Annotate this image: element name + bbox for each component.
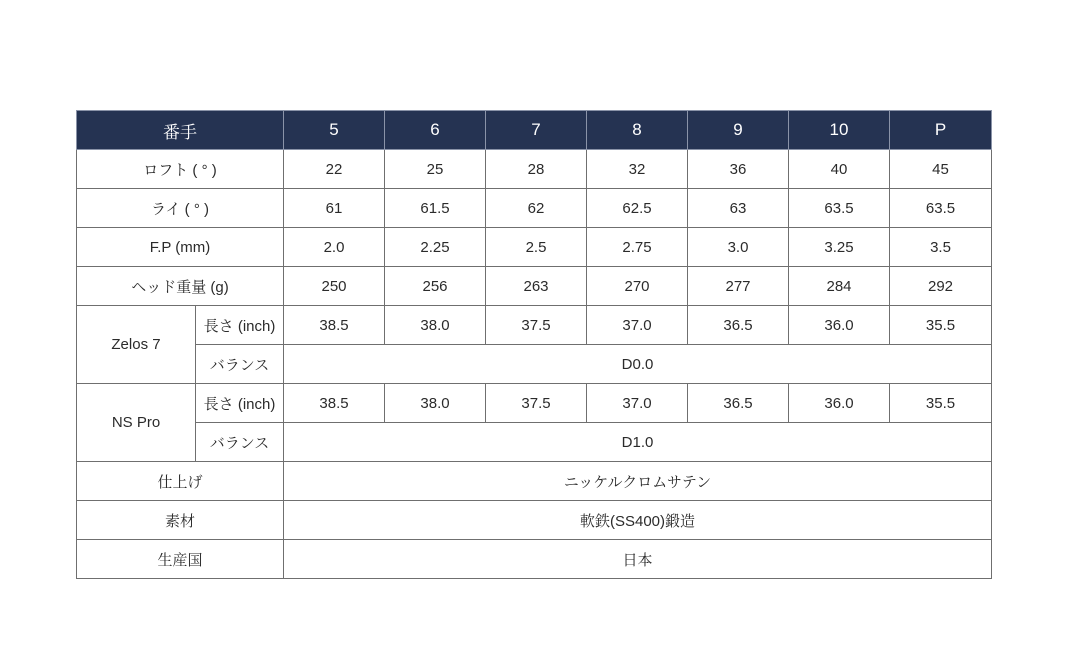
cell: 36.0 [789,306,890,345]
head-weight-row [77,267,992,306]
material-value: 軟鉄(SS400)鍛造 [284,501,992,540]
cell: 37.0 [587,306,688,345]
header-cell: P [890,111,992,150]
header-cell: 6 [385,111,486,150]
cell: 62.5 [587,189,688,228]
finish-row [77,462,992,501]
header-label: 番手 [77,111,284,150]
row-label: 生産国 [77,540,284,579]
cell: 62 [486,189,587,228]
balance-value: D0.0 [284,345,992,384]
material-row [77,501,992,540]
shaft-name: NS Pro [77,384,196,462]
row-sublabel: 長さ (inch) [196,306,284,345]
cell: 35.5 [890,306,992,345]
cell: 38.0 [385,306,486,345]
cell: 37.5 [486,384,587,423]
cell: 3.25 [789,228,890,267]
balance-value: D1.0 [284,423,992,462]
cell: 37.5 [486,306,587,345]
cell: 61 [284,189,385,228]
nspro-balance-row [77,423,992,462]
cell: 40 [789,150,890,189]
cell: 3.5 [890,228,992,267]
cell: 277 [688,267,789,306]
zelos-balance-row [77,345,992,384]
header-cell: 10 [789,111,890,150]
cell: 63.5 [789,189,890,228]
cell: 37.0 [587,384,688,423]
finish-value: ニッケルクロムサテン [284,462,992,501]
cell: 2.0 [284,228,385,267]
cell: 263 [486,267,587,306]
cell: 22 [284,150,385,189]
row-sublabel: バランス [196,345,284,384]
nspro-length-row [77,384,992,423]
cell: 3.0 [688,228,789,267]
header-cell: 7 [486,111,587,150]
row-label: ロフト ( ° ) [77,150,284,189]
cell: 284 [789,267,890,306]
cell: 38.5 [284,384,385,423]
row-label: 素材 [77,501,284,540]
cell: 35.5 [890,384,992,423]
row-label: ヘッド重量 (g) [77,267,284,306]
loft-row [77,150,992,189]
cell: 36.0 [789,384,890,423]
row-label: ライ ( ° ) [77,189,284,228]
row-label: F.P (mm) [77,228,284,267]
cell: 36.5 [688,384,789,423]
origin-value: 日本 [284,540,992,579]
row-sublabel: バランス [196,423,284,462]
cell: 38.5 [284,306,385,345]
shaft-name: Zelos 7 [77,306,196,384]
header-cell: 9 [688,111,789,150]
cell: 45 [890,150,992,189]
lie-row [77,189,992,228]
cell: 32 [587,150,688,189]
row-label: 仕上げ [77,462,284,501]
cell: 256 [385,267,486,306]
cell: 270 [587,267,688,306]
cell: 63 [688,189,789,228]
spec-table [76,110,992,579]
cell: 28 [486,150,587,189]
cell: 2.25 [385,228,486,267]
cell: 61.5 [385,189,486,228]
fp-row [77,228,992,267]
row-sublabel: 長さ (inch) [196,384,284,423]
cell: 63.5 [890,189,992,228]
header-cell: 8 [587,111,688,150]
header-cell: 5 [284,111,385,150]
cell: 38.0 [385,384,486,423]
cell: 250 [284,267,385,306]
cell: 2.5 [486,228,587,267]
cell: 2.75 [587,228,688,267]
cell: 25 [385,150,486,189]
cell: 36.5 [688,306,789,345]
origin-row [77,540,992,579]
header-row [77,111,992,150]
cell: 292 [890,267,992,306]
zelos-length-row [77,306,992,345]
cell: 36 [688,150,789,189]
